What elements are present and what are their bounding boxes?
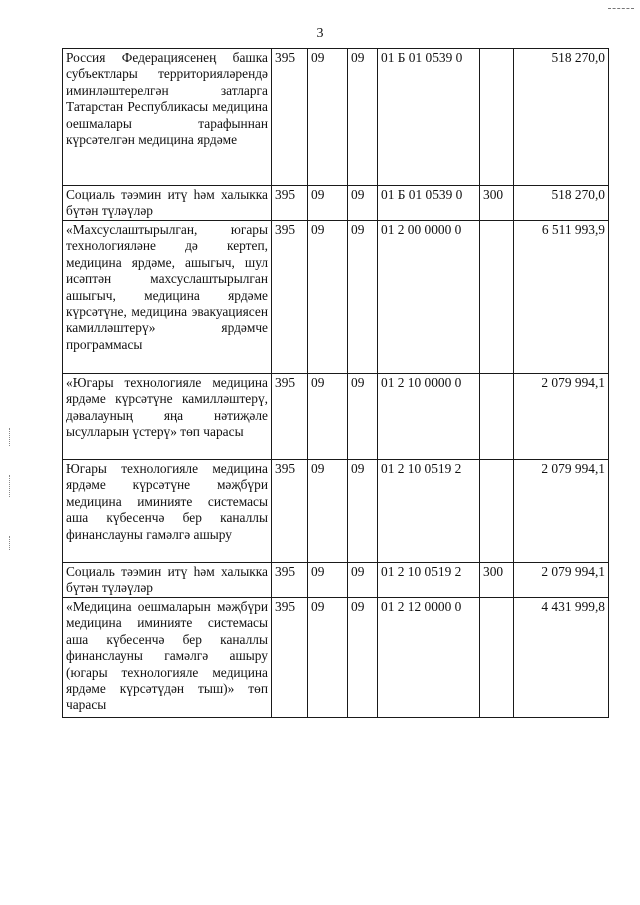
section-code: 09 [308,221,348,374]
row-description: Россия Федерациясенең башка субъектлары территорияләрендә иминләштерелгән затларга Татарстан Республикасы медицина оешмалары тарафыннан күрсәтелгән медицина ярдәме [63,49,272,186]
corner-mark [608,0,634,9]
section-code: 09 [308,563,348,598]
subsection-code: 09 [348,563,378,598]
expense-type-code [480,460,514,563]
ministry-code: 395 [272,374,308,460]
table-row [63,598,609,718]
subsection-code: 09 [348,49,378,186]
target-code: 01 Б 01 0539 0 [378,49,480,186]
table-row [63,49,609,186]
target-code: 01 2 10 0519 2 [378,460,480,563]
ministry-code: 395 [272,49,308,186]
ministry-code: 395 [272,460,308,563]
budget-table [62,48,609,718]
expense-type-code [480,598,514,718]
target-code: 01 2 00 0000 0 [378,221,480,374]
section-code: 09 [308,186,348,221]
subsection-code: 09 [348,374,378,460]
amount: 2 079 994,1 [514,460,609,563]
page-number: 3 [316,26,324,41]
subsection-code: 09 [348,460,378,563]
ministry-code: 395 [272,221,308,374]
expense-type-code [480,374,514,460]
ministry-code: 395 [272,563,308,598]
section-code: 09 [308,49,348,186]
expense-type-code [480,49,514,186]
row-description: «Махсуслаштырылган, югары технологияләне дә кертеп, медицина ярдәме, ашыгыч, шул исәптән махсуслаштырылган ашыгыч, медицина ярдәме күрсәтүне, медицина эвакуациясен камилләштерү» ярдәмче программасы [63,221,272,374]
margin-mark [9,536,11,550]
row-description: «Медицина оешмаларын мәҗбүри медицина иминияте системасы аша күбесенчә бер каналлы финанслауны гамәлгә ашыру (югары технологияле медицина ярдәме күрсәтүдән тыш)» төп чарасы [63,598,272,718]
expense-type-code: 300 [480,563,514,598]
target-code: 01 2 12 0000 0 [378,598,480,718]
ministry-code: 395 [272,598,308,718]
row-description: Социаль тәэмин итү һәм халыкка бүтән түләүләр [63,186,272,221]
amount: 2 079 994,1 [514,374,609,460]
section-code: 09 [308,460,348,563]
target-code: 01 2 10 0000 0 [378,374,480,460]
margin-mark [9,428,11,446]
amount: 518 270,0 [514,49,609,186]
margin-mark [9,475,11,497]
target-code: 01 Б 01 0539 0 [378,186,480,221]
amount: 2 079 994,1 [514,563,609,598]
section-code: 09 [308,374,348,460]
ministry-code: 395 [272,186,308,221]
target-code: 01 2 10 0519 2 [378,563,480,598]
row-description: Социаль тәэмин итү һәм халыкка бүтән түләүләр [63,563,272,598]
row-description: Югары технологияле медицина ярдәме күрсәтүне мәҗбүри медицина иминияте системасы аша күбесенчә бер каналлы финанслауны гамәлгә ашыру [63,460,272,563]
table-row [63,460,609,563]
table-row [63,221,609,374]
amount: 518 270,0 [514,186,609,221]
amount: 4 431 999,8 [514,598,609,718]
expense-type-code: 300 [480,186,514,221]
section-code: 09 [308,598,348,718]
subsection-code: 09 [348,186,378,221]
subsection-code: 09 [348,221,378,374]
amount: 6 511 993,9 [514,221,609,374]
subsection-code: 09 [348,598,378,718]
table-row [63,374,609,460]
expense-type-code [480,221,514,374]
row-description: «Югары технологияле медицина ярдәме күрсәтүне камилләштерү, дәвалауның яңа нәтиҗәле ысулларын үстерү» төп чарасы [63,374,272,460]
table-row [63,563,609,598]
table-row [63,186,609,221]
